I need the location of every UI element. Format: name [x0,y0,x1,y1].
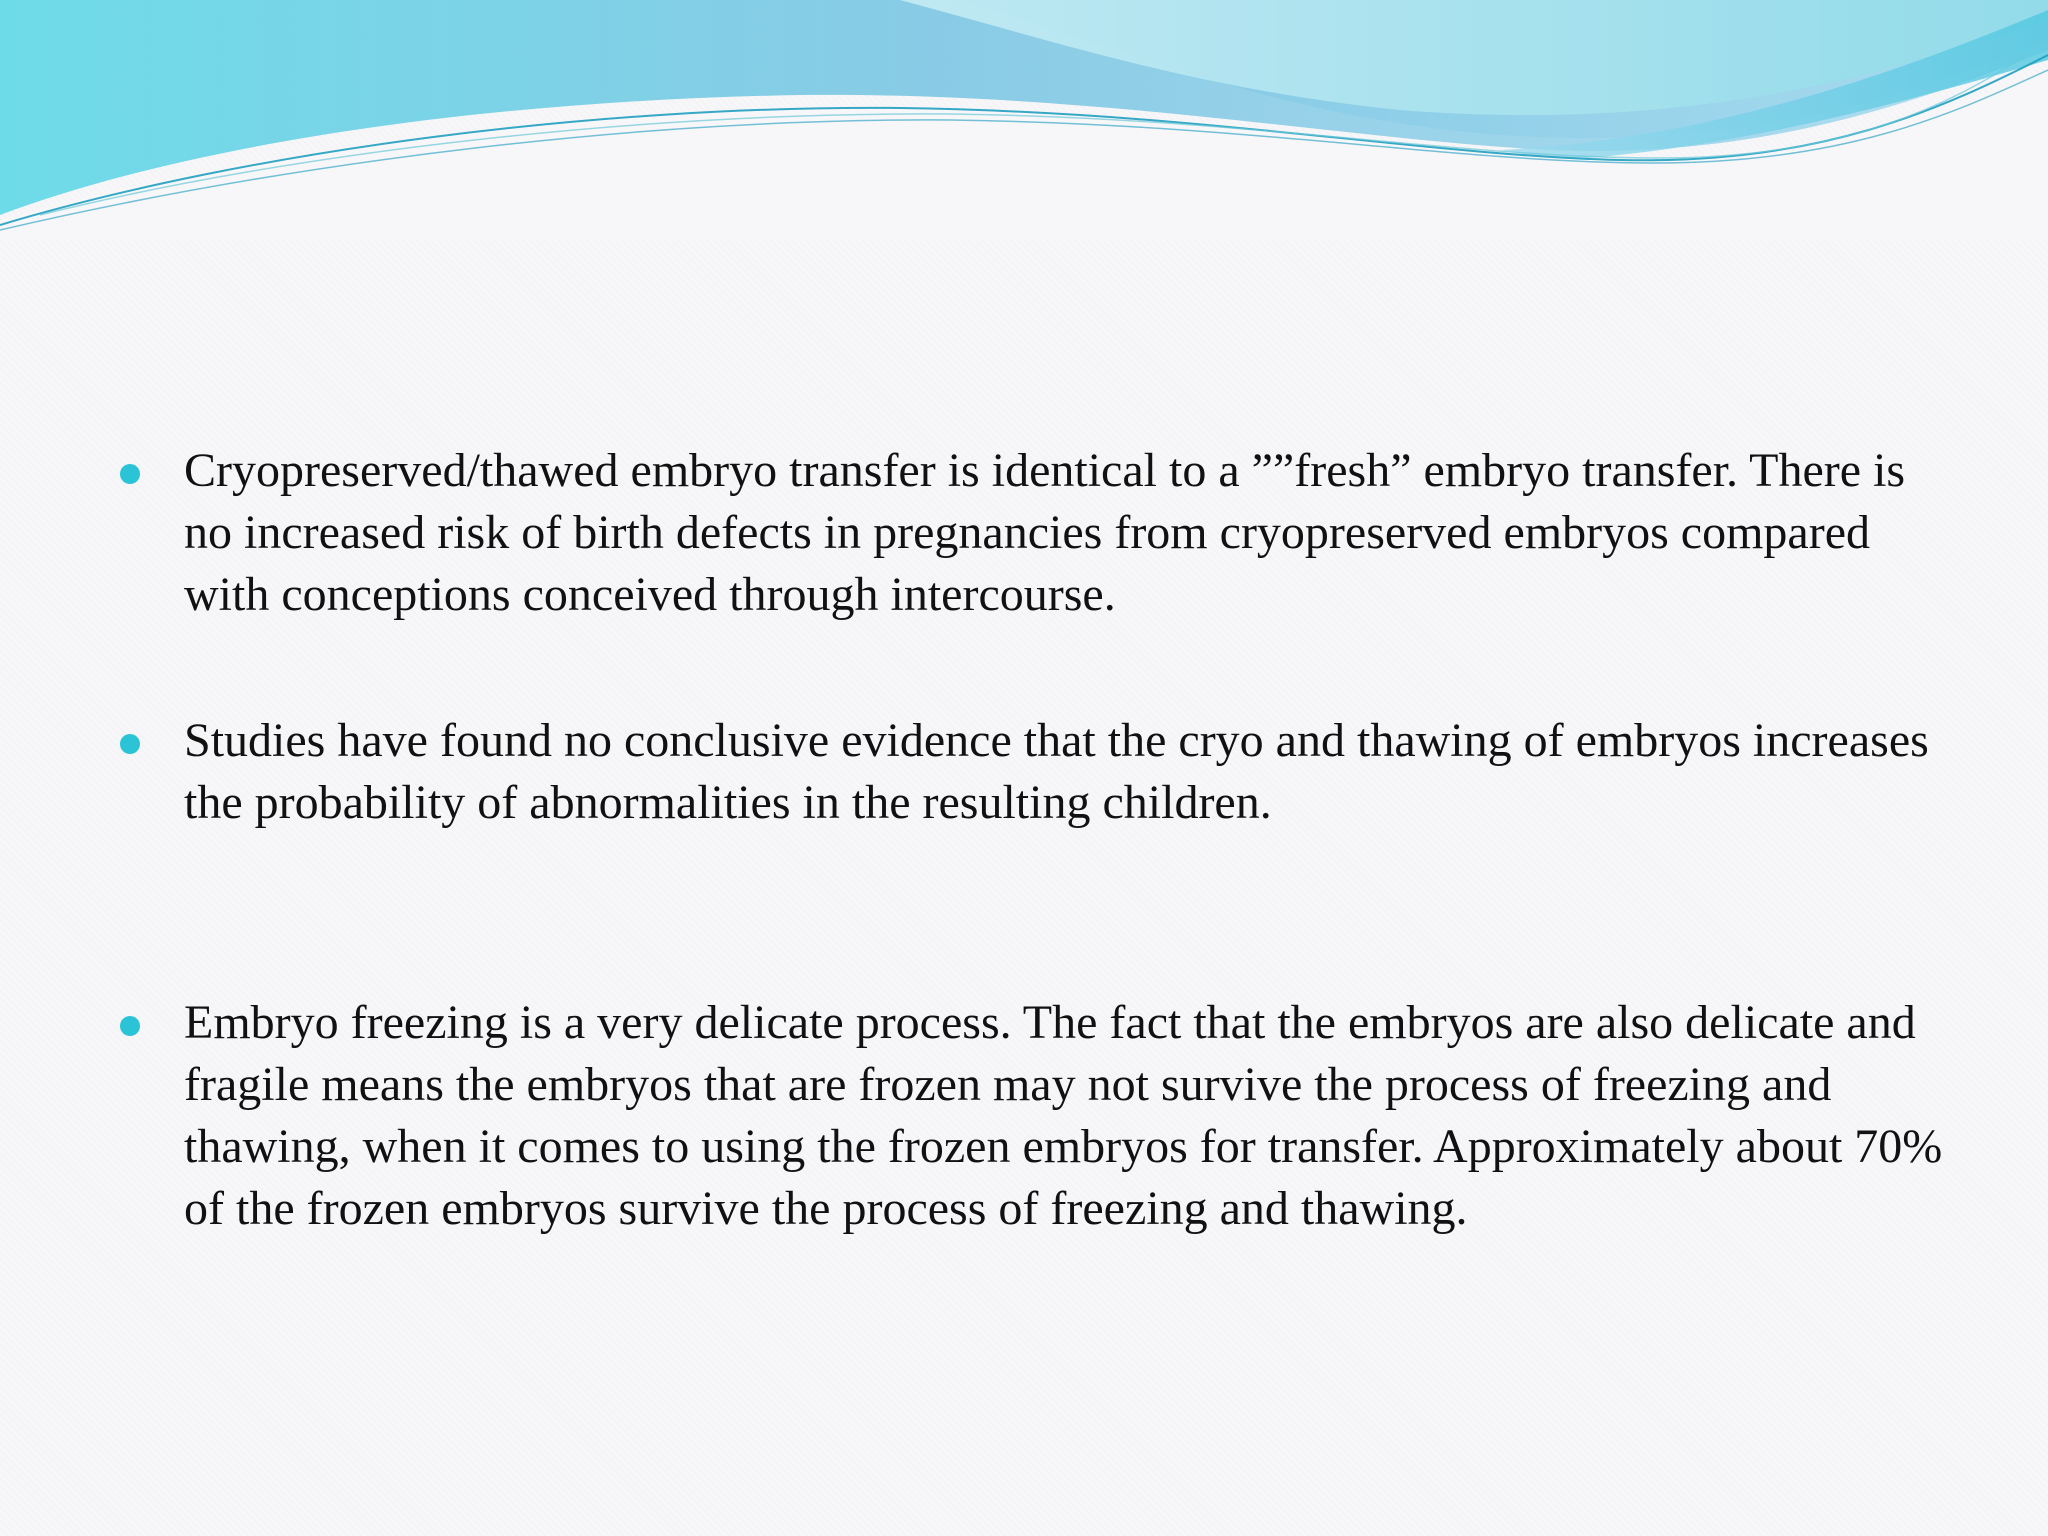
bullet-dot-icon [120,734,140,754]
bullet-dot-icon [120,1016,140,1036]
bullet-dot-icon [120,464,140,484]
bullet-item-2 [120,710,1950,834]
bullet-text-1: Cryopreserved/thawed embryo transfer is identical to a ””fresh” embryo transfer. There is no increased risk of birth defects in pregnancies from cryopreserved embryos compared with conceptions conceived through intercourse. [184,444,1906,621]
header-wave-decoration [0,0,2048,240]
bullet-item-3 [120,992,1950,1240]
bullet-text-3: Embryo freezing is a very delicate process. The fact that the embryos are also delicate and fragile means the embryos that are frozen may not survive the process of freezing and thawing, when it comes to using the frozen embryos for transfer. Approximately about 70% of the frozen embryos survive the process of freezing and thawing. [184,996,1943,1235]
bullet-item-1 [120,440,1950,626]
bullet-text-2: Studies have found no conclusive evidence that the cryo and thawing of embryos increases the probability of abnormalities in the resulting children. [184,714,1929,829]
